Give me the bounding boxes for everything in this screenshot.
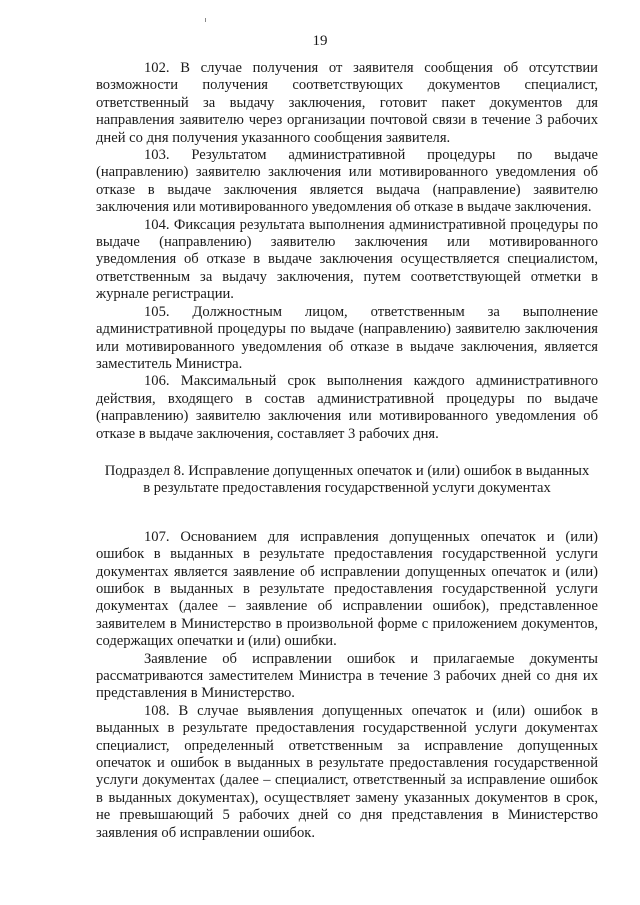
scan-mark xyxy=(205,18,206,22)
document-body xyxy=(96,60,598,842)
paragraph-107: 107. Основанием для исправления допущенных опечаток и (или) ошибок в выданных в результате предоставления государственной услуги документах является заявление об исправлении допущенных опечаток и (или) ошибок в выданных в результате предоставления государственной услуги документах (далее – заявление об исправлении ошибок), представленное заявителем в Министерство в произвольной форме с приложением документов, содержащих опечатки и (или) ошибки. xyxy=(96,528,598,650)
paragraph-103: 103. Результатом административной процедуры по выдаче (направлению) заявителю заключения или мотивированного уведомления об отказе в выдаче заключения является выдача (направление) заявителю заключения или мотивированного уведомления об отказе в выдаче заключения. xyxy=(96,147,598,216)
paragraph-105: 105. Должностным лицом, ответственным за выполнение административной процедуры по выдаче (направлению) заявителю заключения или мотивированного уведомления об отказе в выдаче заключения, является заместитель Министра. xyxy=(96,303,598,372)
paragraph-104: 104. Фиксация результата выполнения административной процедуры по выдаче (направлению) заявителю заключения или мотивированного уведомления об отказе в выдаче заключения осуществляется специалистом, ответственным за выдачу заключения, путем соответствующей отметки в журнале регистрации. xyxy=(96,216,598,303)
paragraph-107-note: Заявление об исправлении ошибок и прилагаемые документы рассматриваются заместителем Министра в течение 3 рабочих дней со дня их представления в Министерство. xyxy=(96,650,598,702)
subsection-heading-line1: Подраздел 8. Исправление допущенных опечаток и (или) ошибок в выданных xyxy=(104,462,590,479)
subsection-heading xyxy=(96,463,598,498)
subsection-heading-line2: в результате предоставления государственной услуги документах xyxy=(143,480,551,497)
paragraph-108: 108. В случае выявления допущенных опечаток и (или) ошибок в выданных в результате предоставления государственной услуги документах специалист, определенный ответственным за исправление допущенных опечаток и ошибок в выданных в результате предоставления государственной услуги документах (далее – специалист, ответственный за исправление ошибок в выданных документах), осуществляет замену указанных документов в срок, не превышающий 5 рабочих дней со дня представления в Министерство заявления об исправлении ошибок. xyxy=(96,702,598,841)
page-number: 19 xyxy=(312,33,328,49)
paragraph-102: 102. В случае получения от заявителя сообщения об отсутствии возможности получения соответствующих документов специалист, ответственный за выдачу заключения, готовит пакет документов для направления заявителю через организации почтовой связи в течение 3 рабочих дней со дня получения указанного сообщения заявителя. xyxy=(96,60,598,146)
paragraph-106: 106. Максимальный срок выполнения каждого административного действия, входящего в состав административной процедуры по выдаче (направлению) заявителю заключения или мотивированного уведомления об отказе в выдаче заключения, составляет 3 рабочих дня. xyxy=(96,373,598,442)
